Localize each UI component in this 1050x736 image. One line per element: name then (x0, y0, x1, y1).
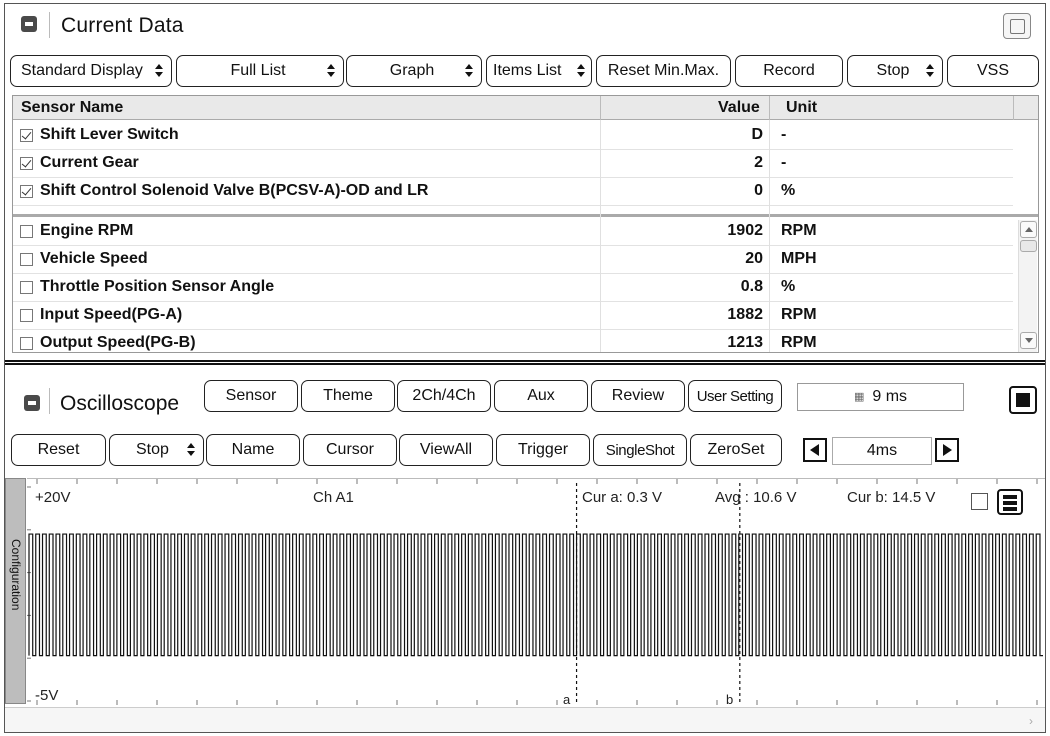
waveform-canvas (27, 479, 1045, 705)
table-row[interactable] (13, 218, 1013, 246)
graph-select[interactable] (346, 55, 482, 87)
cursor-a-readout: Cur a: 0.3 V (582, 489, 663, 506)
sensor-button[interactable]: Sensor (204, 380, 298, 412)
updown-arrows-icon (155, 64, 163, 78)
sensor-table (12, 95, 1039, 353)
time-decrease-icon[interactable] (803, 438, 827, 462)
sensor-unit: RPM (781, 222, 817, 239)
sensor-unit: % (781, 182, 796, 199)
table-row[interactable] (13, 150, 1013, 178)
sample-period-value: 9 ms (872, 388, 908, 405)
view-all-button[interactable]: ViewAll (399, 434, 493, 466)
scroll-right-icon[interactable]: › (1029, 714, 1033, 728)
record-button[interactable]: Record (735, 55, 843, 87)
updown-arrows-icon (926, 64, 934, 78)
scope-stop-select[interactable] (109, 434, 204, 466)
column-divider (1013, 96, 1014, 120)
single-shot-button[interactable]: SingleShot (593, 434, 687, 466)
stop-label: Stop (876, 62, 910, 79)
channel-label: Ch A1 (313, 489, 354, 506)
reset-button[interactable]: Reset (11, 434, 106, 466)
standard-display-select[interactable] (10, 55, 172, 87)
average-readout: Avg : 10.6 V (715, 489, 797, 506)
column-gridline (600, 120, 601, 353)
scope-stop-label: Stop (136, 441, 169, 458)
waveform-trace (29, 534, 1043, 656)
sensor-value: 20 (745, 250, 763, 267)
scroll-down-icon[interactable] (1020, 332, 1037, 349)
scroll-thumb[interactable] (1020, 240, 1037, 252)
current-data-title: Current Data (61, 14, 184, 37)
table-row[interactable] (13, 178, 1013, 206)
sensor-value: D (751, 126, 763, 143)
cursor-a-label: a (563, 692, 571, 707)
main-window (4, 3, 1046, 733)
updown-arrows-icon (327, 64, 335, 78)
cursor-b-readout: Cur b: 14.5 V (847, 489, 936, 506)
sensor-name: Shift Lever Switch (40, 126, 179, 143)
column-divider (769, 96, 770, 120)
trigger-button[interactable]: Trigger (496, 434, 590, 466)
table-row[interactable] (13, 122, 1013, 150)
channel-visibility-checkbox[interactable] (971, 493, 988, 510)
sensor-name: Engine RPM (40, 222, 134, 239)
column-header-unit[interactable]: Unit (786, 99, 818, 116)
sensor-unit: MPH (781, 250, 817, 267)
sensor-value: 2 (754, 154, 763, 171)
sensor-unit: - (781, 154, 787, 171)
sensor-value: 1902 (727, 222, 763, 239)
sensor-value: 0 (754, 182, 763, 199)
title-divider (49, 12, 50, 38)
zero-set-button[interactable]: ZeroSet (690, 434, 782, 466)
sensor-value: 0.8 (740, 278, 763, 295)
graph-label: Graph (389, 62, 435, 79)
configuration-tab-label: Configuration (9, 539, 23, 611)
scroll-up-icon[interactable] (1020, 221, 1037, 238)
oscilloscope-title: Oscilloscope (60, 392, 180, 415)
sensor-name: Throttle Position Sensor Angle (40, 278, 275, 295)
panel-splitter[interactable] (5, 360, 1045, 365)
row-checkbox[interactable] (20, 281, 33, 294)
full-list-label: Full List (230, 62, 286, 79)
table-row[interactable] (13, 246, 1013, 274)
row-checkbox[interactable] (20, 185, 33, 198)
standard-display-label: Standard Display (21, 62, 143, 79)
current-data-toolbar (5, 53, 1045, 89)
current-data-header (5, 4, 1045, 44)
sensor-name: Current Gear (40, 154, 139, 171)
row-checkbox[interactable] (20, 157, 33, 170)
row-checkbox[interactable] (20, 129, 33, 142)
title-divider (49, 388, 50, 414)
channels-button[interactable]: 2Ch/4Ch (397, 380, 491, 412)
items-list-label: Items List (493, 62, 562, 79)
table-row[interactable] (13, 274, 1013, 302)
sensor-name: Output Speed(PG-B) (40, 334, 196, 351)
maximize-icon[interactable] (1003, 13, 1031, 39)
column-divider (600, 96, 601, 120)
row-checkbox[interactable] (20, 309, 33, 322)
collapse-oscilloscope-icon[interactable] (24, 395, 40, 411)
channel-menu-icon[interactable] (997, 489, 1023, 515)
sensor-unit: RPM (781, 306, 817, 323)
vss-button[interactable]: VSS (947, 55, 1039, 87)
sensor-name: Input Speed(PG-A) (40, 306, 183, 323)
time-increase-icon[interactable] (935, 438, 959, 462)
review-button[interactable]: Review (591, 380, 685, 412)
fixed-rows-divider (13, 214, 1038, 217)
cursor-button[interactable]: Cursor (303, 434, 397, 466)
sensor-unit: RPM (781, 334, 817, 351)
sensor-value: 1882 (727, 306, 763, 323)
sensor-name: Vehicle Speed (40, 250, 148, 267)
column-gridline (769, 120, 770, 353)
sample-rate-icon: ▦ (853, 391, 865, 403)
aux-button[interactable]: Aux (494, 380, 588, 412)
name-button[interactable]: Name (206, 434, 300, 466)
sensor-unit: % (781, 278, 796, 295)
row-checkbox[interactable] (20, 253, 33, 266)
cursor-b-label: b (726, 692, 734, 707)
scope-display[interactable] (27, 478, 1045, 707)
column-header-sensor-name[interactable]: Sensor Name (21, 99, 124, 116)
sample-period-display (797, 383, 964, 411)
updown-arrows-icon (465, 64, 473, 78)
updown-arrows-icon (577, 64, 585, 78)
y-min-label: -5V (35, 687, 59, 704)
reset-min-max-button[interactable]: Reset Min.Max. (596, 55, 731, 87)
updown-arrows-icon (187, 443, 195, 457)
sensor-unit: - (781, 126, 787, 143)
stop-select[interactable] (847, 55, 943, 87)
collapse-current-data-icon[interactable] (21, 16, 37, 32)
configuration-side-tab[interactable] (5, 478, 26, 704)
user-setting-button[interactable]: User Setting (688, 380, 782, 412)
table-header (13, 96, 1038, 120)
row-checkbox[interactable] (20, 337, 33, 350)
table-scrollbar[interactable] (1018, 220, 1037, 352)
stop-record-icon[interactable] (1009, 386, 1037, 414)
column-header-value[interactable]: Value (718, 99, 760, 116)
time-per-div-display: 4ms (832, 437, 932, 465)
horizontal-scrollbar[interactable] (5, 707, 1045, 732)
sensor-value: 1213 (727, 334, 763, 351)
items-list-select[interactable] (486, 55, 592, 87)
theme-button[interactable]: Theme (301, 380, 395, 412)
table-row[interactable] (13, 302, 1013, 330)
y-max-label: +20V (35, 489, 71, 506)
full-list-select[interactable] (176, 55, 344, 87)
row-checkbox[interactable] (20, 225, 33, 238)
sensor-name: Shift Control Solenoid Valve B(PCSV-A)-OD and LR (40, 182, 429, 199)
table-row[interactable] (13, 330, 1013, 353)
